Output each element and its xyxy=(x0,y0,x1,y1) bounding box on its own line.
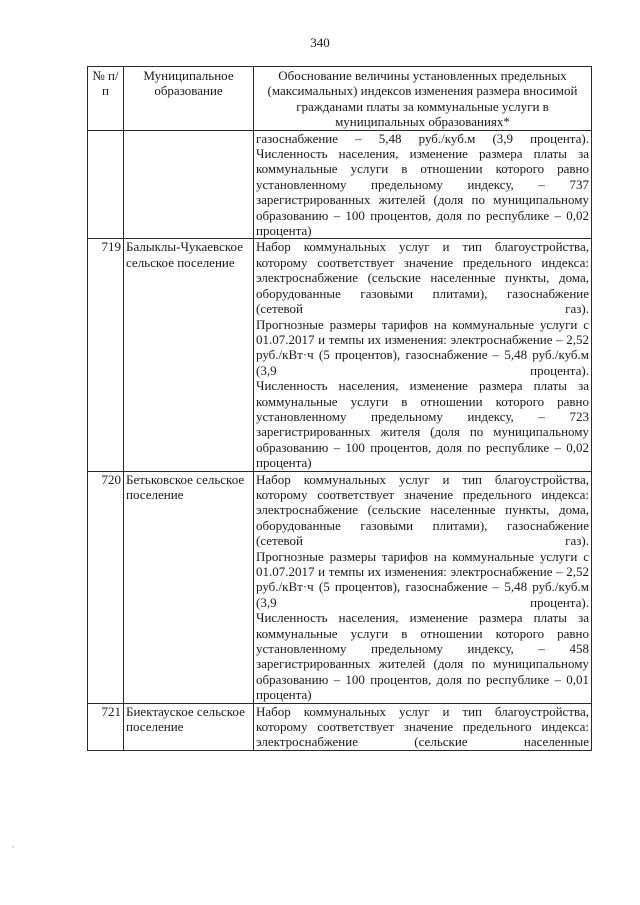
table-header-row xyxy=(88,67,592,131)
row-justification xyxy=(254,239,592,471)
header-municipality: Муниципальное образование xyxy=(124,67,254,131)
row-justification xyxy=(254,703,592,750)
row-municipality: Бетьковское сельское поселение xyxy=(124,471,254,703)
justification-paragraph: Прогнозные размеры тарифов на коммунальные услуги с 01.07.2017 и темпы их изменения: электроснабжение – 2,52 руб./кВт·ч (5 процентов), газоснабжение – 5,48 руб./куб.м (3,9 процента). xyxy=(256,316,589,378)
justification-paragraph: Численность населения, изменение размера платы за коммунальные услуги в отношении которого равно установленному предельному индексу, – 723 зарегистрированных жителя (доля по муниципальному образованию – 100 процентов, доля по республике – 0,02 процента) xyxy=(256,378,589,471)
header-justification: Обоснование величины установленных предельных (максимальных) индексов изменения размера вносимой гражданами платы за коммунальные услуги в муниципальных образованиях* xyxy=(254,67,592,131)
row-justification xyxy=(254,130,592,239)
justification-paragraph: Численность населения, изменение размера платы за коммунальные услуги в отношении которого равно установленному предельному индексу, – 458 зарегистрированных жителей (доля по муниципальному образованию – 100 процентов, доля по республике – 0,01 процента) xyxy=(256,610,589,703)
justification-paragraph: Набор коммунальных услуг и тип благоустройства, которому соответствует значение предельного индекса: электроснабжение (сельские населенные пункты, дома, оборудованные газовыми плитами), газоснабжение (сетевой газ). xyxy=(256,239,589,317)
table-row xyxy=(88,471,592,703)
justification-paragraph: Набор коммунальных услуг и тип благоустройства, которому соответствует значение предельного индекса: электроснабжение (сельские населенные пункты, дома, оборудованные газовыми плитами), газоснабжение (сетевой газ). xyxy=(256,471,589,549)
table-row xyxy=(88,703,592,750)
scan-speck xyxy=(12,846,14,848)
table-row xyxy=(88,239,592,471)
page-number: 340 xyxy=(310,35,330,50)
row-municipality: Балыклы-Чукаевское сельское поселение xyxy=(124,239,254,471)
justification-paragraph: Численность населения, изменение размера платы за коммунальные услуги в отношении которого равно установленному предельному индексу, – 737 зарегистрированных жителей (доля по муниципальному образованию – 100 процентов, доля по республике – 0,02 процента) xyxy=(256,146,589,239)
row-number: 720 xyxy=(88,471,124,703)
justification-paragraph: газоснабжение – 5,48 руб./куб.м (3,9 процента). xyxy=(256,130,589,146)
justification-paragraph: Набор коммунальных услуг и тип благоустройства, которому соответствует значение предельного индекса: электроснабжение (сельские населенные xyxy=(256,703,589,750)
header-num: № п/п xyxy=(88,67,124,131)
row-number: 719 xyxy=(88,239,124,471)
row-justification xyxy=(254,471,592,703)
row-municipality xyxy=(124,130,254,239)
table-row xyxy=(88,130,592,239)
table-body xyxy=(88,130,592,750)
row-number xyxy=(88,130,124,239)
row-municipality: Биектауское сельское поселение xyxy=(124,703,254,750)
row-number: 721 xyxy=(88,703,124,750)
justification-paragraph: Прогнозные размеры тарифов на коммунальные услуги с 01.07.2017 и темпы их изменения: электроснабжение – 2,52 руб./кВт·ч (5 процентов), газоснабжение – 5,48 руб./куб.м (3,9 процента). xyxy=(256,548,589,610)
tariff-justification-table xyxy=(87,66,592,751)
